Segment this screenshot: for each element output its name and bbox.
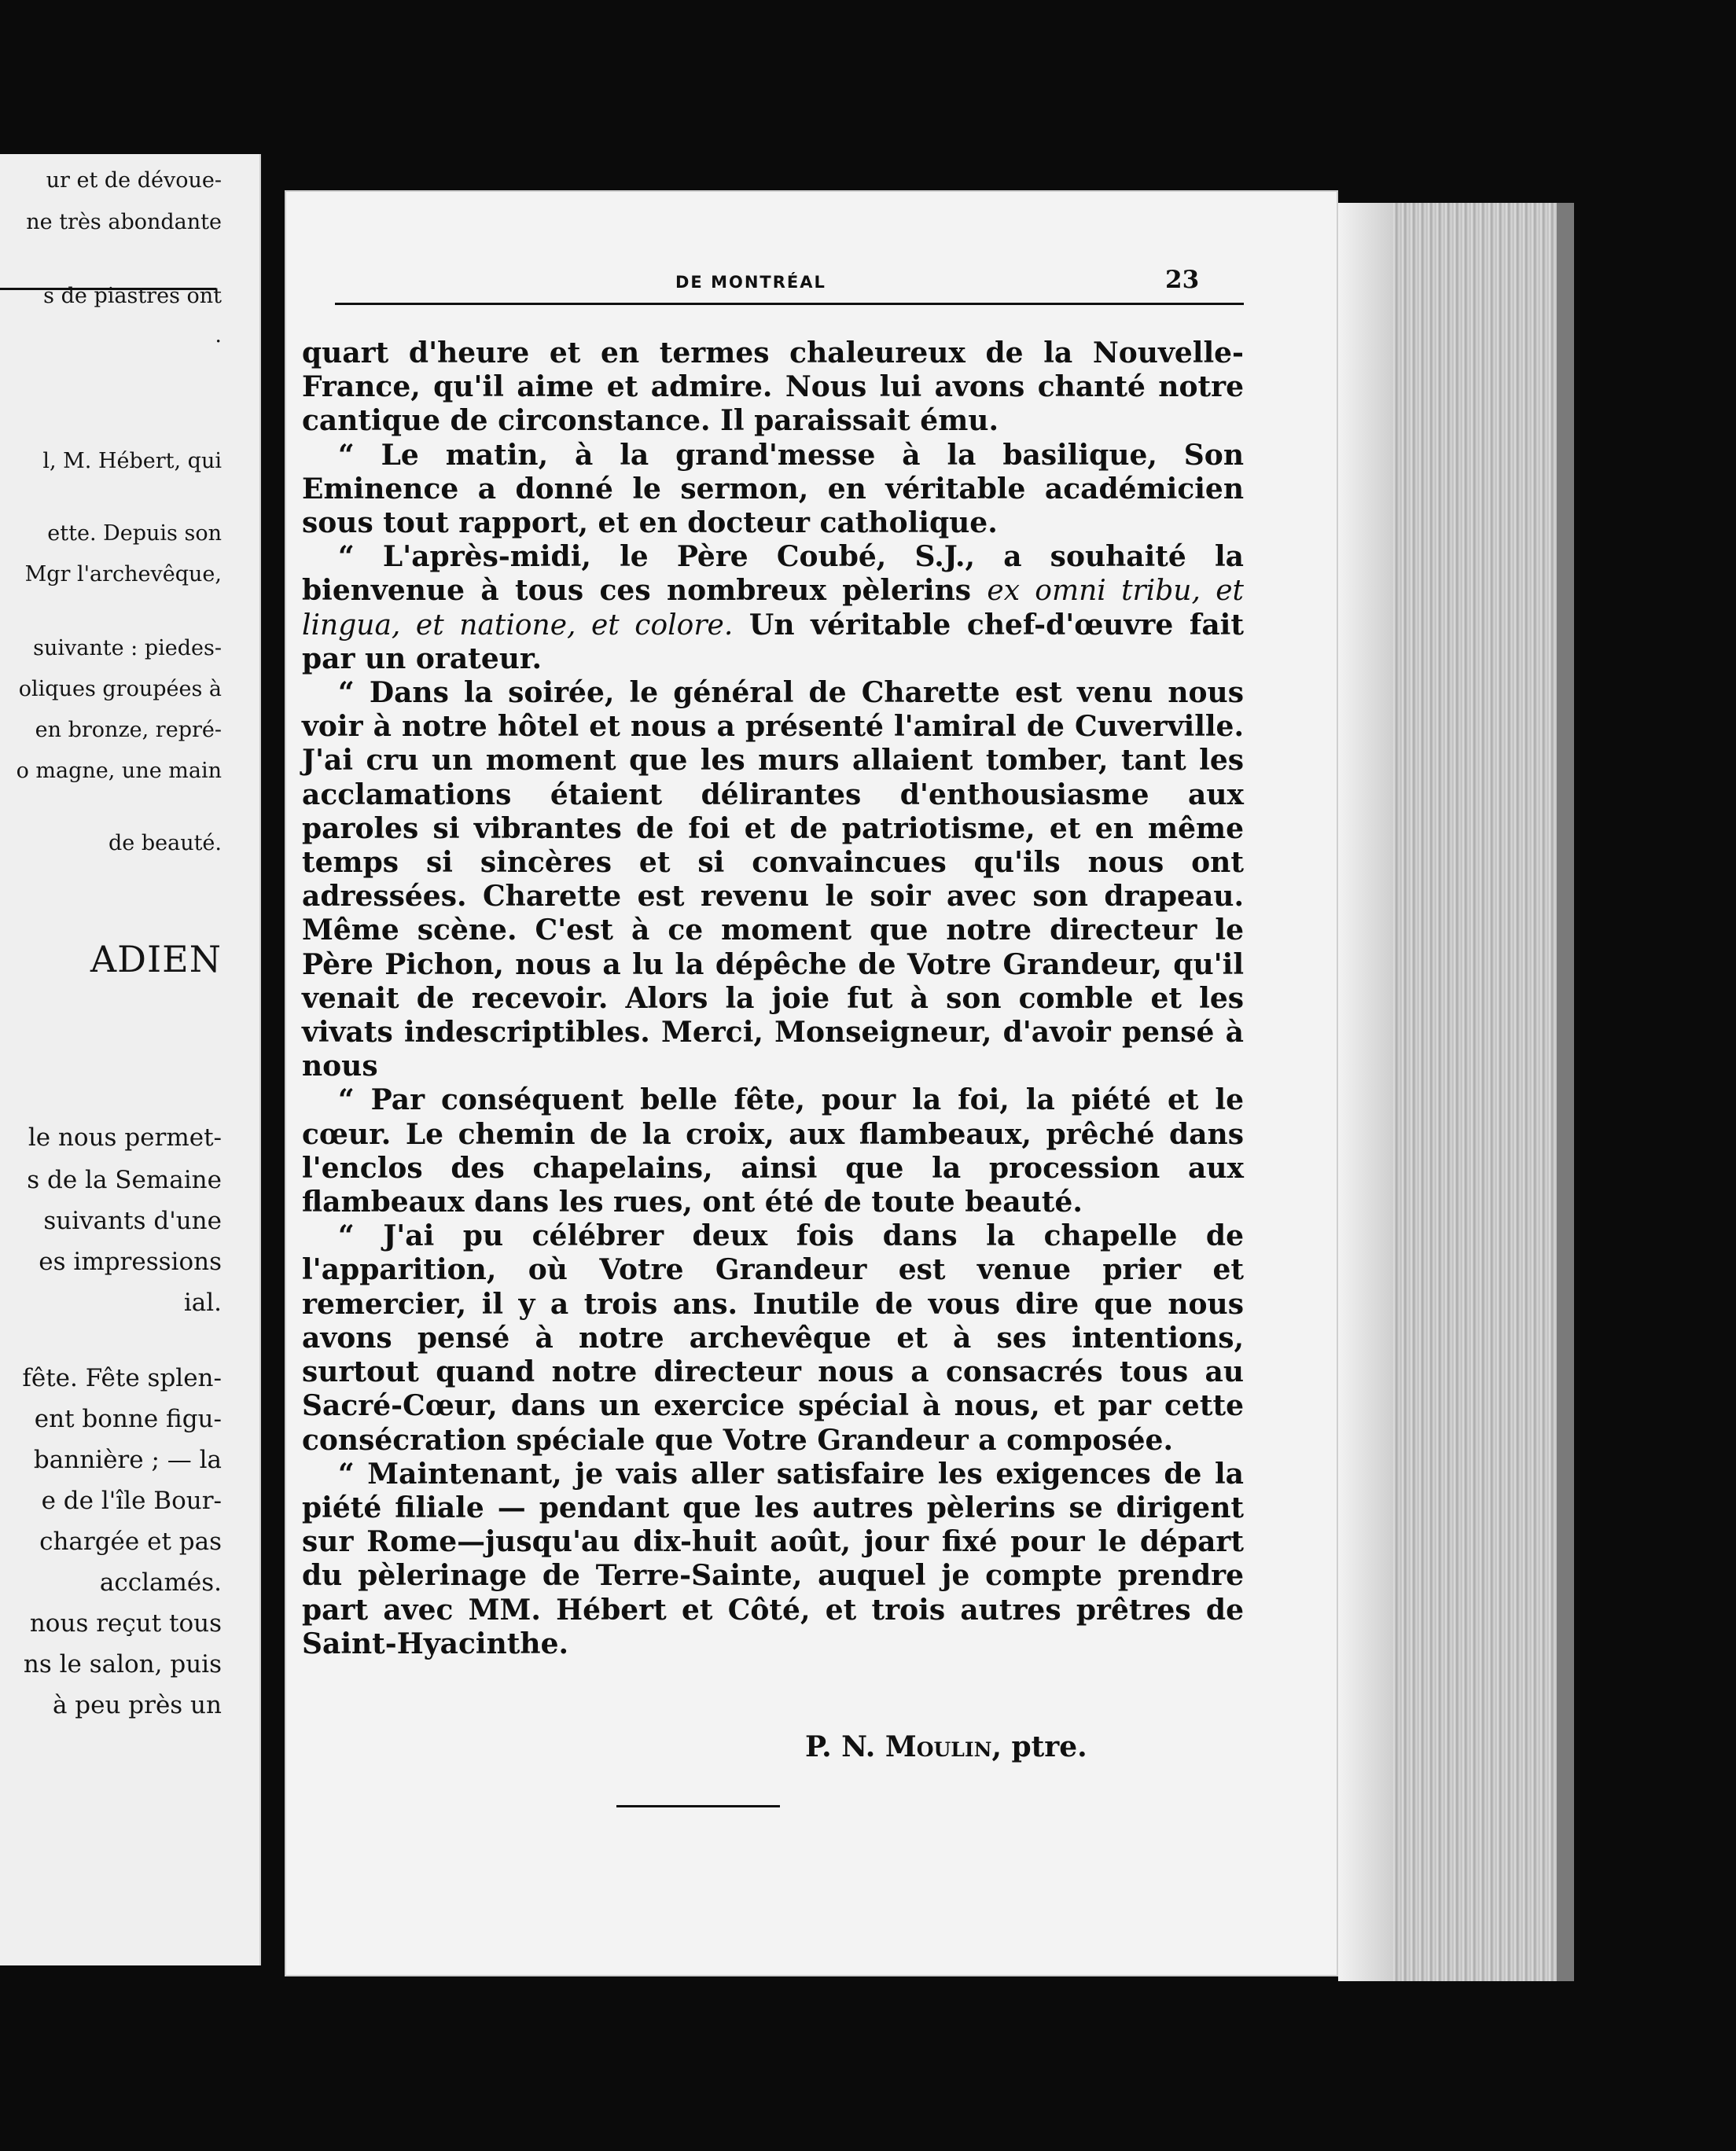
left-page-fragment: e de l'île Bour- bbox=[41, 1487, 222, 1515]
left-page-fragment: de beauté. bbox=[108, 831, 222, 855]
left-page-fragment: l, M. Hébert, qui bbox=[42, 449, 222, 473]
left-page-fragment: ur et de dévoue- bbox=[46, 168, 222, 193]
left-page-fragment: es impressions bbox=[39, 1248, 222, 1276]
signature-initials: P. N. bbox=[805, 1730, 876, 1763]
left-page-fragment: s de la Semaine bbox=[27, 1166, 222, 1194]
left-page-fragment: o magne, une main bbox=[16, 759, 222, 783]
left-page-fragment: ial. bbox=[183, 1289, 222, 1317]
left-page-fragment: . bbox=[215, 323, 222, 347]
left-page-fragment: Mgr l'archevêque, bbox=[24, 562, 222, 586]
book-edge-shadow bbox=[1338, 203, 1393, 1981]
left-page-fragment: chargée et pas bbox=[39, 1528, 222, 1556]
left-page-fragment: ns le salon, puis bbox=[23, 1650, 222, 1679]
left-page-fragment: en bronze, repré- bbox=[35, 718, 222, 742]
end-rule bbox=[616, 1805, 780, 1807]
paragraph bbox=[302, 540, 1244, 676]
paragraph: “ J'ai pu célébrer deux fois dans la chapelle de l'apparition, où Votre Grandeur est venue prier et remercier, il y a trois ans. Inutile de vous dire que nous avons pensé à notre archevêque et à ses intentions, surtout quand notre directeur nous a consacrés tous au Sacré-Cœur, dans un exercice spécial à nous, et par cette consécration spéciale que Votre Grandeur a composée. bbox=[302, 1219, 1244, 1457]
body-text bbox=[302, 336, 1244, 1661]
left-page-fragment: suivante : piedes- bbox=[33, 636, 222, 660]
left-page-fragment: s de piastres ont bbox=[43, 284, 222, 308]
left-page-fragment: ne très abondante bbox=[26, 210, 222, 234]
paragraph: quart d'heure et en termes chaleureux de la Nouvelle-France, qu'il aime et admire. Nous lui avons chanté notre cantique de circonstance. Il paraissait ému. bbox=[302, 336, 1244, 438]
left-page-fragment: fête. Fête splen- bbox=[22, 1364, 222, 1392]
paragraph: “ Maintenant, je vais aller satisfaire les exigences de la piété filiale — pendant que les autres pèlerins se dirigent sur Rome—jusqu'au dix-huit août, jour fixé pour le départ du pèlerinage de Terre-Sainte, auquel je compte prendre part avec MM. Hébert et Côté, et trois autres prêtres de Saint-Hyacinthe. bbox=[302, 1457, 1244, 1660]
paragraph-text: Un véritable chef-d'œuvre fait par un orateur. bbox=[302, 608, 1244, 675]
left-page-fragment: oliques groupées à bbox=[18, 677, 222, 701]
paragraph: “ Dans la soirée, le général de Charette est venu nous voir à notre hôtel et nous a présenté l'amiral de Cuverville. J'ai cru un moment que les murs allaient tomber, tant les acclamations étaient délirantes d'enthousiasme aux paroles si vibrantes de foi et de patriotisme, et en même temps si sincères et si convaincues qu'ils nous ont adressées. Charette est revenu le soir avec son drapeau. Même scène. C'est à ce moment que notre directeur le Père Pichon, nous a lu la dépêche de Votre Grandeur, qu'il venait de recevoir. Alors la joie fut à son comble et les vivats indescriptibles. Merci, Monseigneur, d'avoir pensé à nous bbox=[302, 676, 1244, 1083]
page-number: 23 bbox=[1165, 266, 1200, 294]
signature-suffix: , ptre. bbox=[991, 1730, 1087, 1763]
left-page-fragment: ADIEN bbox=[90, 938, 222, 980]
left-page bbox=[0, 154, 261, 1965]
paragraph: “ Le matin, à la grand'messe à la basilique, Son Eminence a donné le sermon, en véritable académicien sous tout rapport, et en docteur catholique. bbox=[302, 438, 1244, 540]
running-head: DE MONTRÉAL bbox=[675, 273, 826, 292]
left-page-fragment: bannière ; — la bbox=[33, 1446, 222, 1474]
paragraph: “ Par conséquent belle fête, pour la foi, la piété et le cœur. Le chemin de la croix, aux flambeaux, prêché dans l'enclos des chapelains, ainsi que la procession aux flambeaux dans les rues, ont été de toute beauté. bbox=[302, 1083, 1244, 1219]
left-page-fragment: ette. Depuis son bbox=[47, 521, 222, 546]
left-page-fragment: le nous permet- bbox=[28, 1123, 222, 1152]
header-rule bbox=[335, 303, 1244, 305]
left-page-fragment: nous reçut tous bbox=[29, 1609, 222, 1638]
signature-name: Moulin bbox=[885, 1730, 992, 1763]
main-page bbox=[285, 190, 1338, 1976]
left-page-fragment: à peu près un bbox=[52, 1691, 222, 1719]
left-page-fragment: ent bonne figu- bbox=[34, 1405, 222, 1433]
paragraph-text: “ L'après-midi, le Père Coubé, S.J., a souhaité la bienvenue à tous ces nombreux pèlerins bbox=[302, 540, 1244, 608]
left-page-fragment: acclamés. bbox=[99, 1568, 222, 1597]
latin-phrase: ex omni tribu, et lingua, et natione, et colore. bbox=[302, 575, 1244, 642]
book-edge-dark bbox=[1557, 203, 1574, 1981]
signature bbox=[805, 1730, 1087, 1763]
left-page-fragment: suivants d'une bbox=[43, 1207, 222, 1235]
